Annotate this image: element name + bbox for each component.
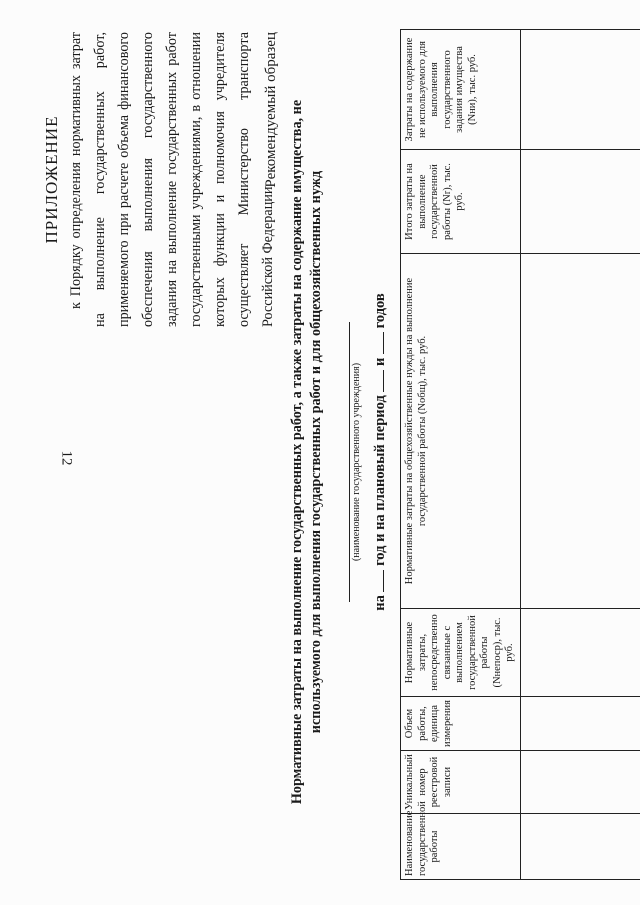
table-cell: [520, 254, 640, 609]
period-line: [371, 32, 389, 872]
table-row: [520, 30, 640, 880]
header-total-costs: Итого затраты на выполнение государственной работы (Nr), тыс. руб.: [401, 150, 521, 254]
header-general-costs: Нормативные затраты на общехозяйственные нужды на выполнение государственной работы (Nобщ), тыс. руб.: [401, 254, 521, 609]
appendix-heading: ПРИЛОЖЕНИЕ: [42, 115, 61, 244]
table-header-row: [401, 30, 521, 880]
page-number: 12: [58, 450, 75, 466]
header-work-volume: Объем работы, единица измерения: [401, 697, 521, 751]
document-title: [288, 32, 326, 872]
plan-year-blank-2: [371, 332, 384, 354]
org-caption: (наименование государственного учреждения): [351, 362, 362, 562]
header-direct-costs: Нормативные затраты, непосредственно связанные с выполнением государственной работы (Nнепоср), тыс. руб.: [401, 609, 521, 697]
plan-year-blank-1: [371, 370, 384, 392]
table-cell: [520, 814, 640, 880]
rotated-content: [20, 12, 620, 892]
table-cell: [520, 150, 640, 254]
norms-table: [400, 29, 640, 880]
table-cell: [520, 751, 640, 814]
appendix-text: к Порядку определения нормативных затрат на выполнение государственных работ, применяемого при расчете объема финансового обеспечения выполнения государственного задания на выполнение государственных работ государственными учреждениями, в отношении которых функции и полномочия учредителя осуществляет Министерство транспорта Российской Федерации: [68, 32, 276, 327]
appendix-block: [40, 32, 280, 327]
year-blank: [371, 570, 384, 592]
org-name-line: [349, 322, 350, 602]
title-line-1: Нормативные затраты на выполнение государственных работ, а также затраты на содержание имущества, не: [289, 99, 305, 805]
period-text: год и на плановый период: [372, 395, 388, 566]
sample-label: Рекомендуемый образец: [263, 32, 279, 188]
period-na: на: [372, 595, 388, 611]
table-cell: [520, 609, 640, 697]
table-cell: [520, 30, 640, 150]
period-and: и: [372, 357, 388, 366]
title-line-2: используемого для выполнения государственных работ и для общехозяйственных нужд: [308, 170, 324, 734]
table-cell: [520, 697, 640, 751]
header-property-costs: Затраты на содержание не используемого для выполнения государственного задания имущества (Nни), тыс. руб.: [401, 30, 521, 150]
header-registry-number: Уникальный номер реестровой записи: [401, 751, 521, 814]
period-years: годов: [372, 293, 388, 329]
header-work-name: Наименование государственной работы: [401, 814, 521, 880]
